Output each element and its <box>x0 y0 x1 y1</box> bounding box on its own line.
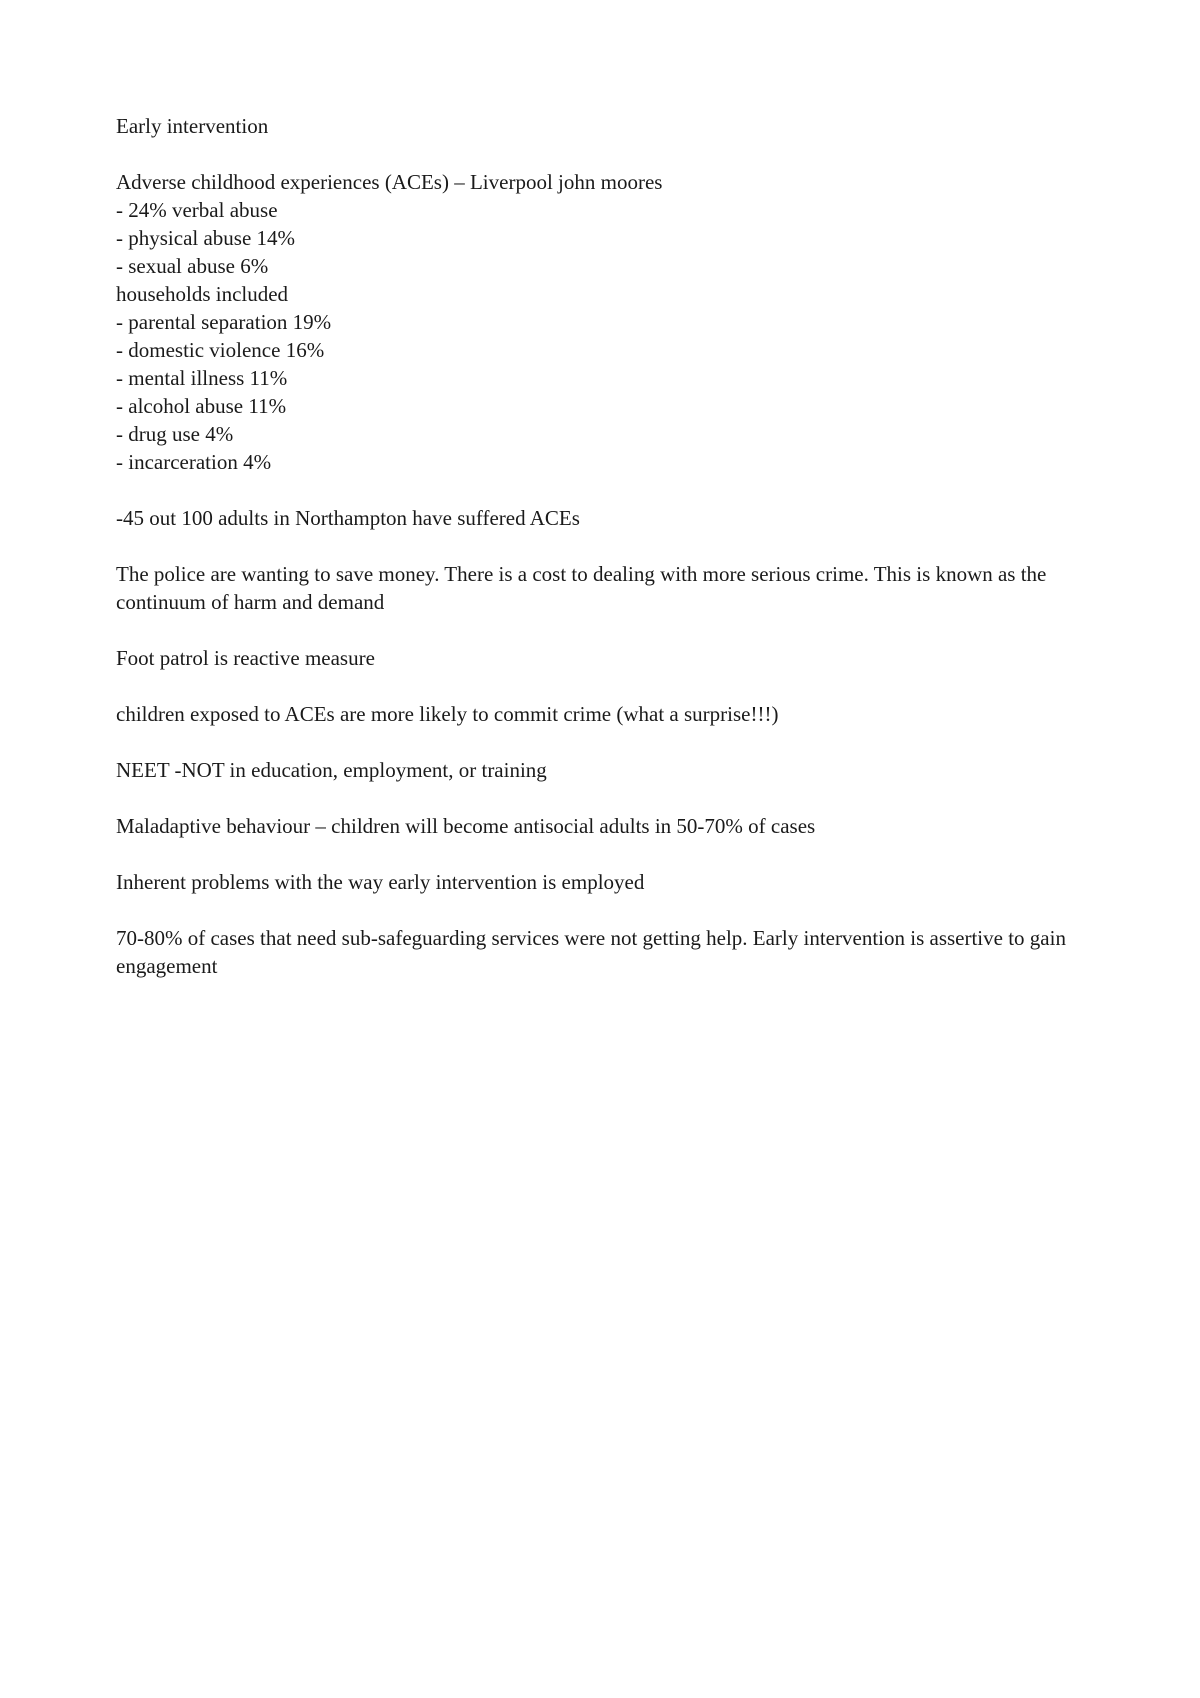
list-item: - sexual abuse 6% <box>116 254 269 278</box>
document-title: Early intervention <box>116 114 269 138</box>
list-item: - domestic violence 16% <box>116 338 325 362</box>
paragraph: The police are wanting to save money. There is a cost to dealing with more serious crime. This is known as the continuum of harm and demand <box>116 562 1047 614</box>
paragraph: Foot patrol is reactive measure <box>116 646 375 670</box>
paragraph: -45 out 100 adults in Northampton have suffered ACEs <box>116 506 580 530</box>
list-item: - incarceration 4% <box>116 450 272 474</box>
aces-section <box>116 168 1076 476</box>
list-item: - mental illness 11% <box>116 366 288 390</box>
paragraph: children exposed to ACEs are more likely to commit crime (what a surprise!!!) <box>116 702 779 726</box>
list-item: - physical abuse 14% <box>116 226 296 250</box>
aces-heading: Adverse childhood experiences (ACEs) – Liverpool john moores <box>116 170 663 194</box>
households-label: households included <box>116 282 289 306</box>
paragraph: NEET -NOT in education, employment, or training <box>116 758 547 782</box>
list-item: - 24% verbal abuse <box>116 198 278 222</box>
list-item: - alcohol abuse 11% <box>116 394 287 418</box>
document-body <box>116 112 1076 1008</box>
paragraph: Maladaptive behaviour – children will become antisocial adults in 50-70% of cases <box>116 814 816 838</box>
list-item: - parental separation 19% <box>116 310 332 334</box>
paragraph: Inherent problems with the way early intervention is employed <box>116 870 645 894</box>
list-item: - drug use 4% <box>116 422 234 446</box>
paragraph: 70-80% of cases that need sub-safeguarding services were not getting help. Early intervention is assertive to gain engagement <box>116 926 1066 978</box>
